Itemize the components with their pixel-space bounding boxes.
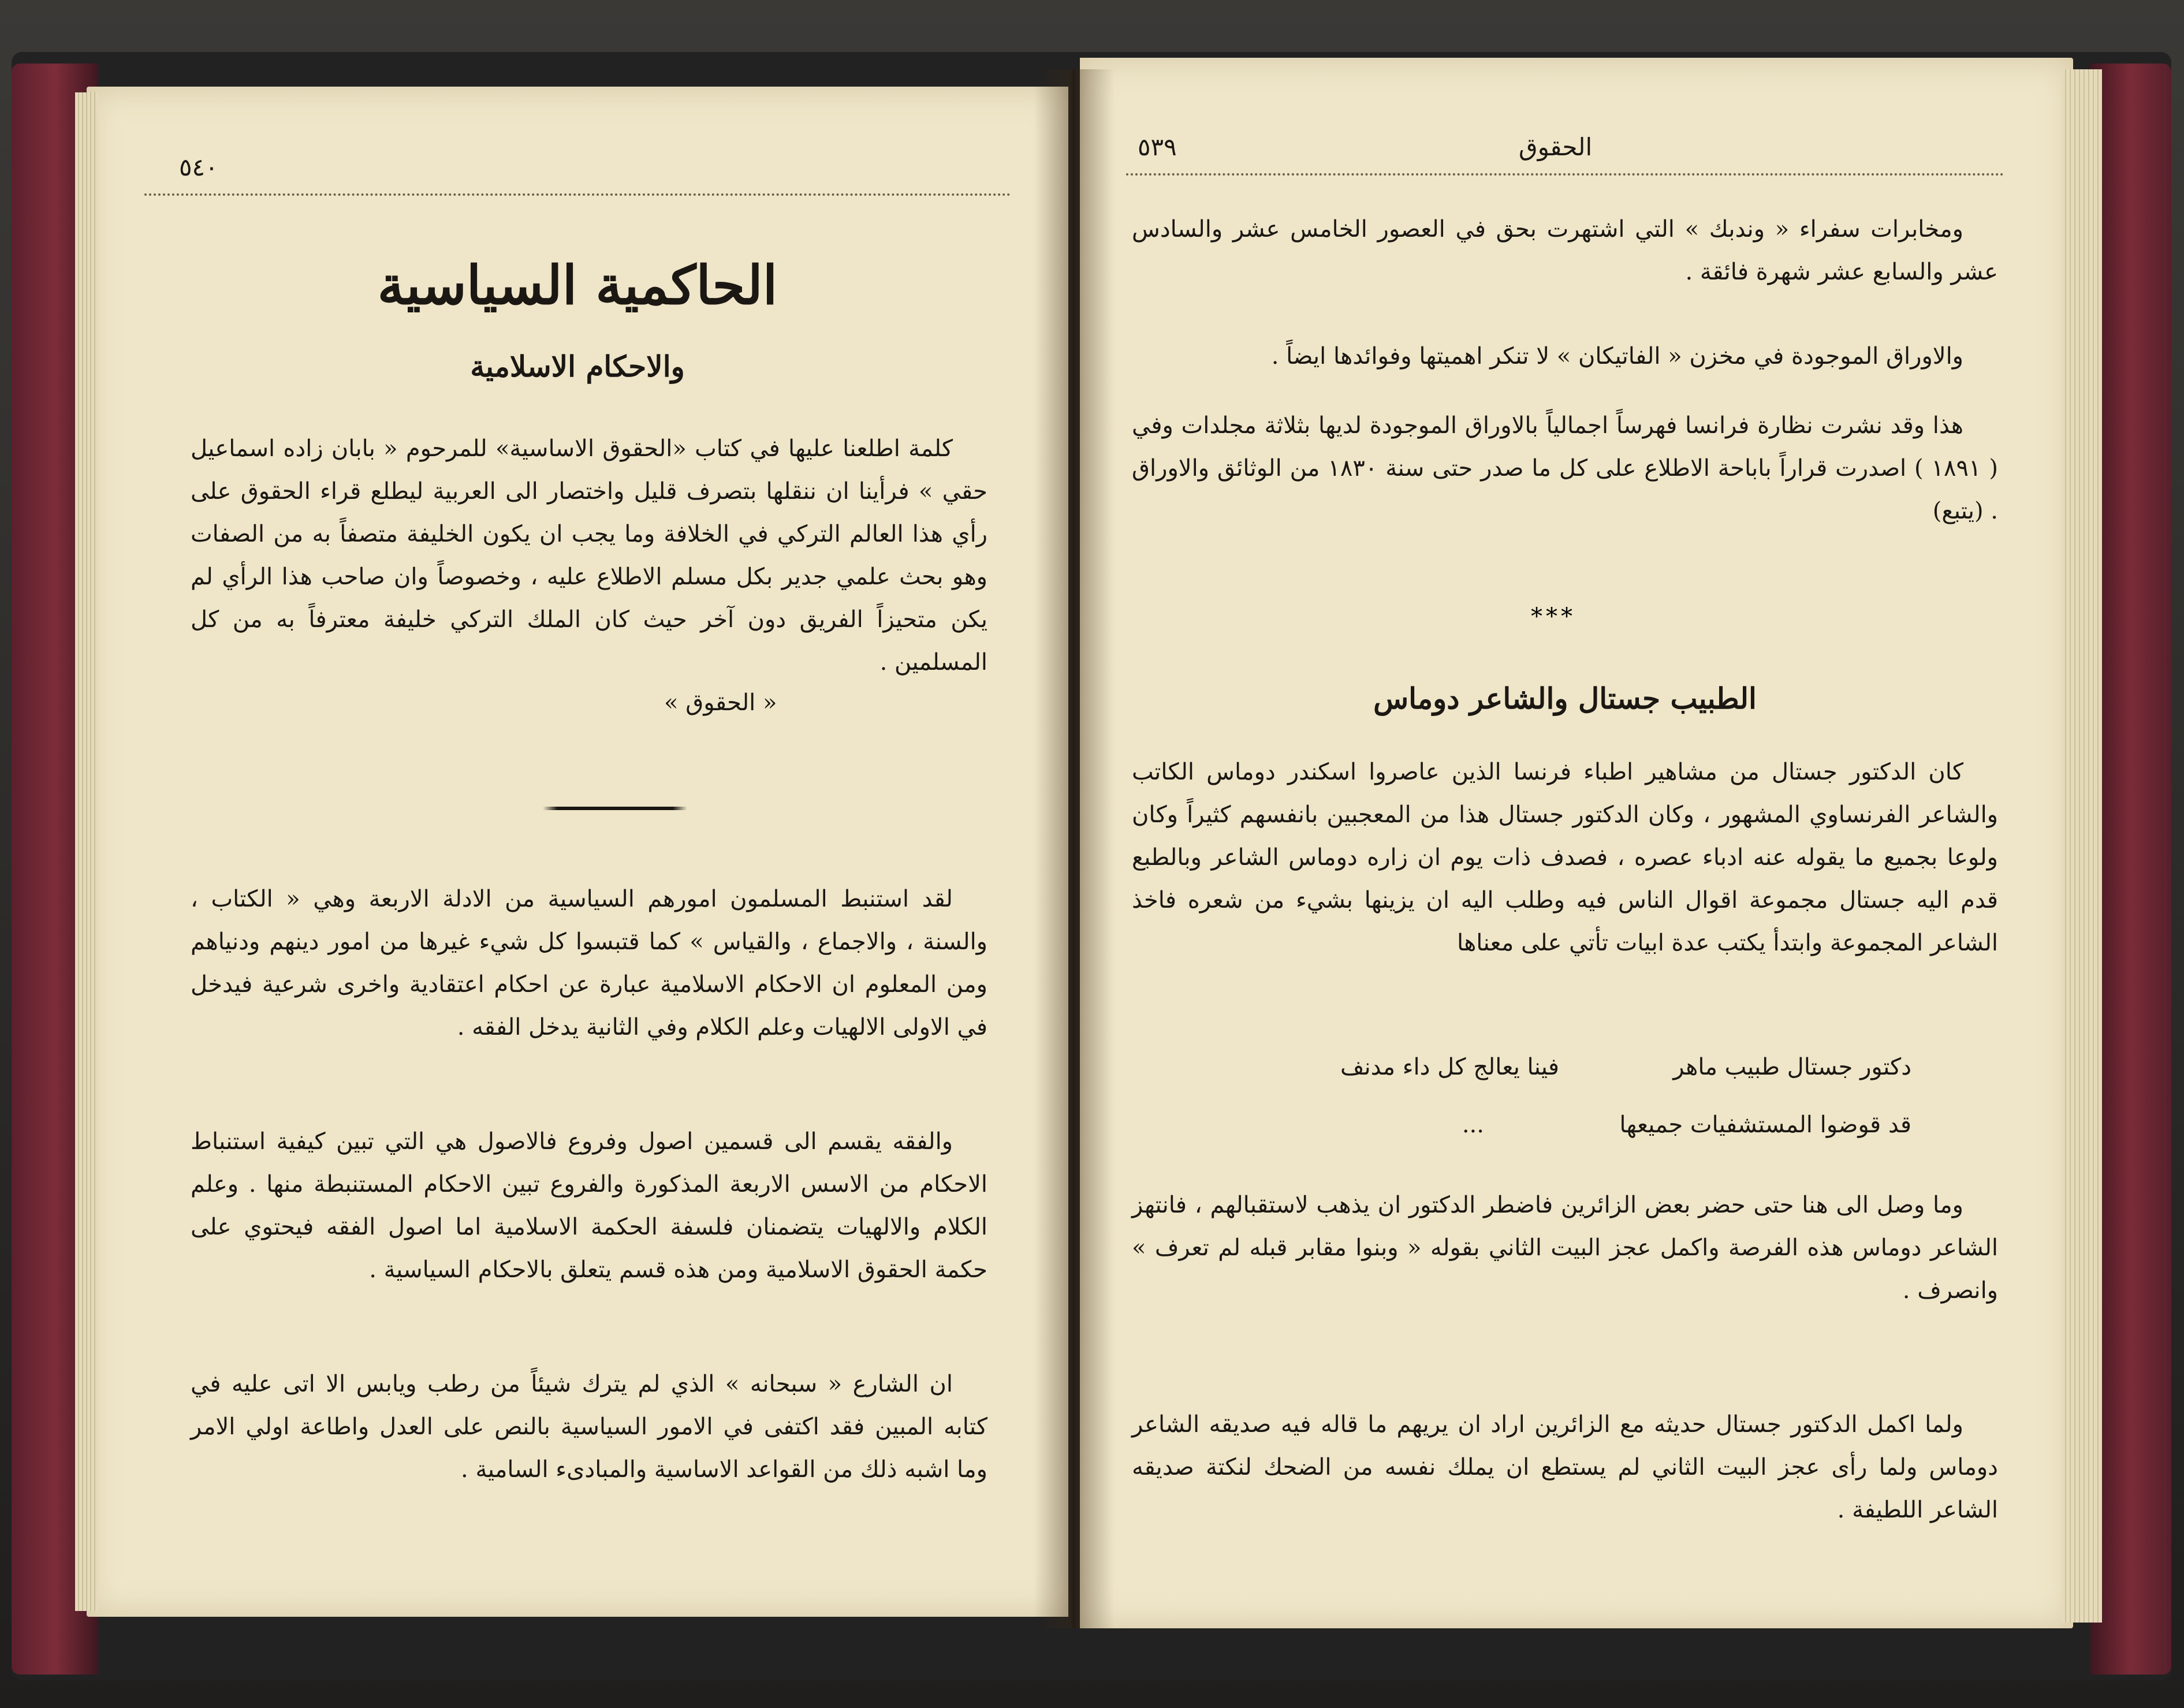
page-stack-right [2062,69,2102,1623]
right-page-number: ٥٣٩ [1138,133,1177,161]
separator-stars: *** [1531,603,1576,630]
section-paragraph-2: وما وصل الى هنا حتى حضر بعض الزائرين فاضطر الدكتور ان يذهب لاستقبالهم ، فانتهز الشاعر دوماس هذه الفرصة واكمل عجز البيت الثاني بقوله « وبنوا مقابر قبله لم تعرف » وانصرف . [1132,1192,1998,1304]
right-page-header [1126,133,2004,176]
left-page [87,87,1068,1617]
section-divider [543,807,687,810]
continued-paragraph-3: هذا وقد نشرت نظارة فرانسا فهرساً اجمالياً بالاوراق الموجودة لديها بثلاثة مجلدات وفي ( ١٨٩١ ) اصدرت قراراً باباحة الاطلاع على كل ما صدر حتى سنة ١٨٣٠ من الوثائق والاوراق . (يتبع) [1132,412,1998,524]
article-title: الحاكمية السياسية [377,254,778,316]
verse-line-2-second-half: ... [1462,1112,1484,1138]
continued-paragraph-2: والاوراق الموجودة في مخزن « الفاتيكان » لا تنكر اهميتها وفوائدها ايضاً . [1271,343,1963,370]
body-paragraph-1: لقد استنبط المسلمون امورهم السياسية من الادلة الاربعة وهي « الكتاب ، والسنة ، والاجماع ، والقياس » كما قتبسوا كل شيء غيرها من امور دينهم ودنياهم ومن المعلوم ان الاحكام الاسلامية عبارة عن احكام اعتقادية واخرى شرعية فيدخل في الاولى الالهيات وعلم الكلام وفي الثانية يدخل الفقه . [191,886,987,1041]
section-paragraph-3: ولما اكمل الدكتور جستال حديثه مع الزائرين اراد ان يريهم ما قاله فيه صديقه الشاعر دوماس ولما رأى عجز البيت الثاني لم يستطع ان يملك نفسه من الضحك لنكتة صديقه الشاعر اللطيفة . [1132,1411,1998,1523]
intro-signature: « الحقوق » [664,689,777,716]
body-paragraph-2: والفقه يقسم الى قسمين اصول وفروع فالاصول هي التي تبين كيفية استنباط الاحكام من الاسس الاربعة المذكورة والفروع تبين الاحكام المستنبطة منها . وعلم الكلام والالهيات يتضمنان فلسفة الحكمة الاسلامية اما اصول الفقه فيحتوي على حكمة الحقوق الاسلامية ومن هذه قسم يتعلق بالاحكام السياسية . [191,1128,987,1283]
page-stack-left [75,92,98,1611]
left-page-header [144,153,1011,196]
article-subtitle: والاحكام الاسلامية [470,349,685,383]
cover-edge-right [2090,64,2171,1675]
body-paragraph-3: ان الشارع « سبحانه » الذي لم يترك شيئاً من رطب ويابس الا اتى عليه في كتابه المبين فقد اكتفى في الامور السياسية بالنص على العدل واطاعة اولي الامر وما اشبه ذلك من القواعد الاساسية والمبادىء السامية . [191,1371,987,1483]
section-title: الطبيب جستال والشاعر دوماس [1373,681,1757,715]
section-paragraph-1: كان الدكتور جستال من مشاهير اطباء فرنسا الذين عاصروا اسكندر دوماس الكاتب والشاعر الفرنساوي المشهور ، وكان الدكتور جستال هذا من المعجبين بانفسهم كثيراً وكان ولوعا بجميع ما يقوله عنه ادباء عصره ، فصدف ذات يوم ان زاره دوماس الشاعر وبالطبع قدم اليه جستال مجموعة اقوال الناس فيه وطلب اليه ان يزينها بشيء من شعره فاخذ الشاعر المجموعة وابتدأ يكتب عدة ابيات تأتي على معناها [1132,759,1998,956]
verse-line-1-second-half: فينا يعالج كل داء مدنف [1340,1054,1559,1080]
continued-paragraph-1: ومخابرات سفراء « وندبك » التي اشتهرت بحق في العصور الخامس عشر والسادس عشر والسابع عشر شهرة فائقة . [1132,216,1998,285]
verse-line-2-first-half: قد قوضوا المستشفيات جميعها [1619,1112,1911,1138]
book-gutter [1034,69,1115,1628]
right-page [1080,58,2073,1628]
intro-paragraph: كلمة اطلعنا عليها في كتاب «الحقوق الاساسية» للمرحوم « بابان زاده اسماعيل حقي » فرأينا ان ننقلها بتصرف قليل واختصار الى العربية ليطلع قراء الحقوق على رأي هذا العالم التركي في الخلافة وما يجب ان يكون الخليفة متصفاً به من الصفات وهو بحث علمي جدير بكل مسلم الاطلاع عليه ، وخصوصاً وان صاحب هذا الرأي لم يكن متحيزاً الفريق دون آخر حيث كان الملك التركي خليفة معترفاً به من كل المسلمين . [191,435,987,676]
left-page-number: ٥٤٠ [179,153,218,181]
verse-line-1-first-half: دكتور جستال طبيب ماهر [1673,1054,1911,1080]
running-head: الحقوق [1519,133,1593,161]
